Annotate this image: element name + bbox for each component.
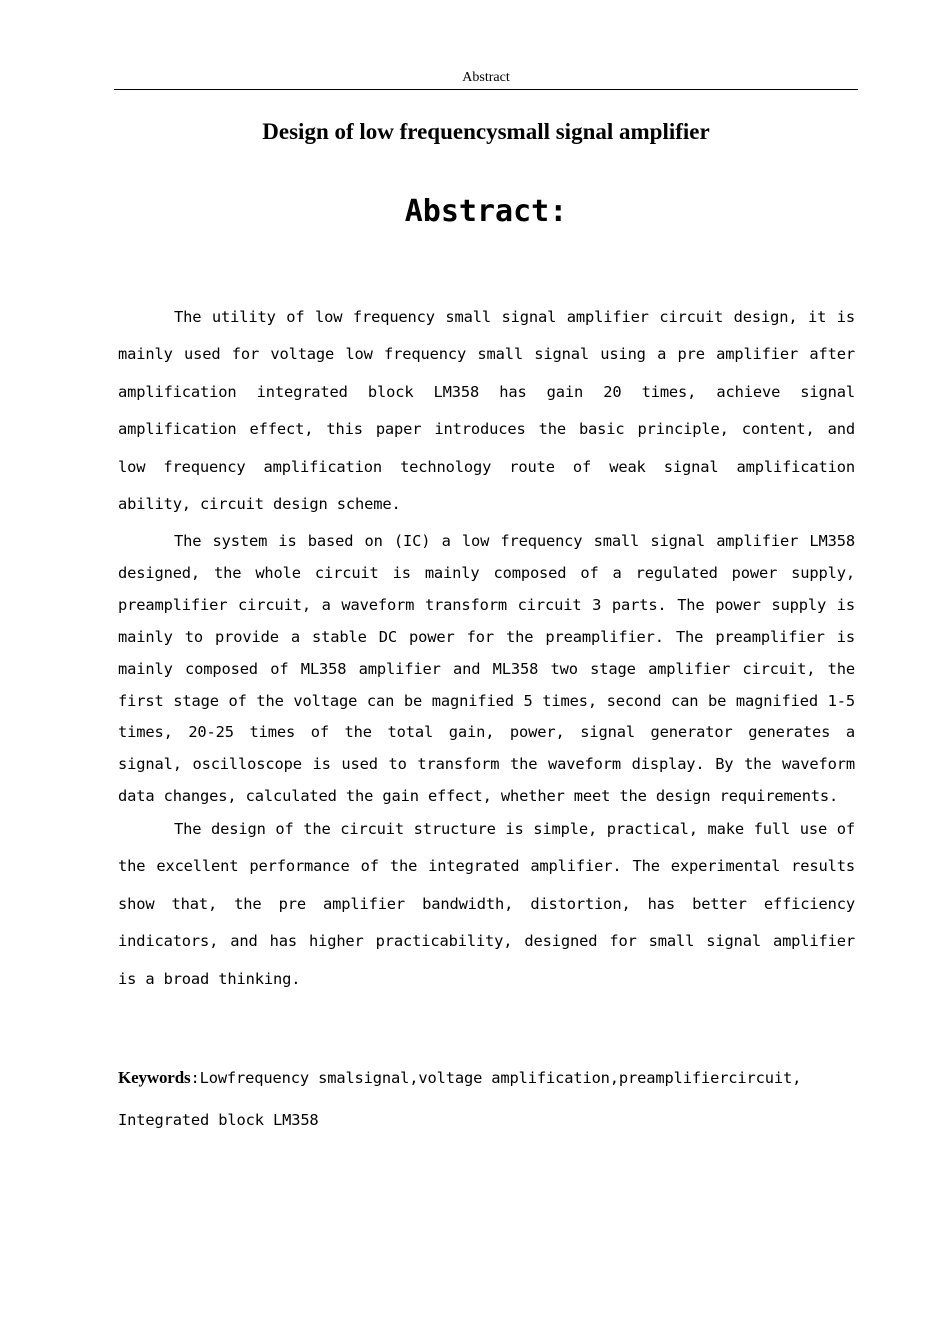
abstract-paragraph-3: The design of the circuit structure is simple, practical, make full use of the excellent performance of the integrated amplifier. The experimental results show that, the pre amplifier bandwidth, distortion, has better efficiency indicators, and has higher practicability, designed for small signal amplifier is a broad thinking. <box>118 820 855 988</box>
abstract-paragraph-1: The utility of low frequency small signal amplifier circuit design, it is mainly used for voltage low frequency small signal using a pre amplifier after amplification integrated block LM358 has gain 20 times, achieve signal amplification effect, this paper introduces the basic principle, content, and low frequency amplification technology route of weak signal amplification ability, circuit design scheme. <box>118 308 855 514</box>
abstract-paragraph-2: The system is based on (IC) a low frequency small signal amplifier LM358 designed, the whole circuit is mainly composed of a regulated power supply, preamplifier circuit, a waveform transform circuit 3 parts. The power supply is mainly to provide a stable DC power for the preamplifier. The preamplifier is mainly composed of ML358 amplifier and ML358 two stage amplifier circuit, the first stage of the voltage can be magnified 5 times, second can be magnified 1-5 times, 20-25 times of the total gain, power, signal generator generates a signal, oscilloscope is used to transform the waveform display. By the waveform data changes, calculated the gain effect, whether meet the design requirements. <box>118 532 855 806</box>
running-header: Abstract <box>462 70 510 85</box>
document-title: Design of low frequencysmall signal amplifier <box>262 119 710 144</box>
keywords-label: Keywords <box>118 1068 191 1087</box>
abstract-heading: Abstract: <box>404 194 568 229</box>
keywords <box>118 1057 855 1141</box>
keywords-text: :Lowfrequency smalsignal,voltage amplification,preamplifiercircuit, Integrated block LM358 <box>118 1069 802 1129</box>
header-rule <box>114 89 858 90</box>
